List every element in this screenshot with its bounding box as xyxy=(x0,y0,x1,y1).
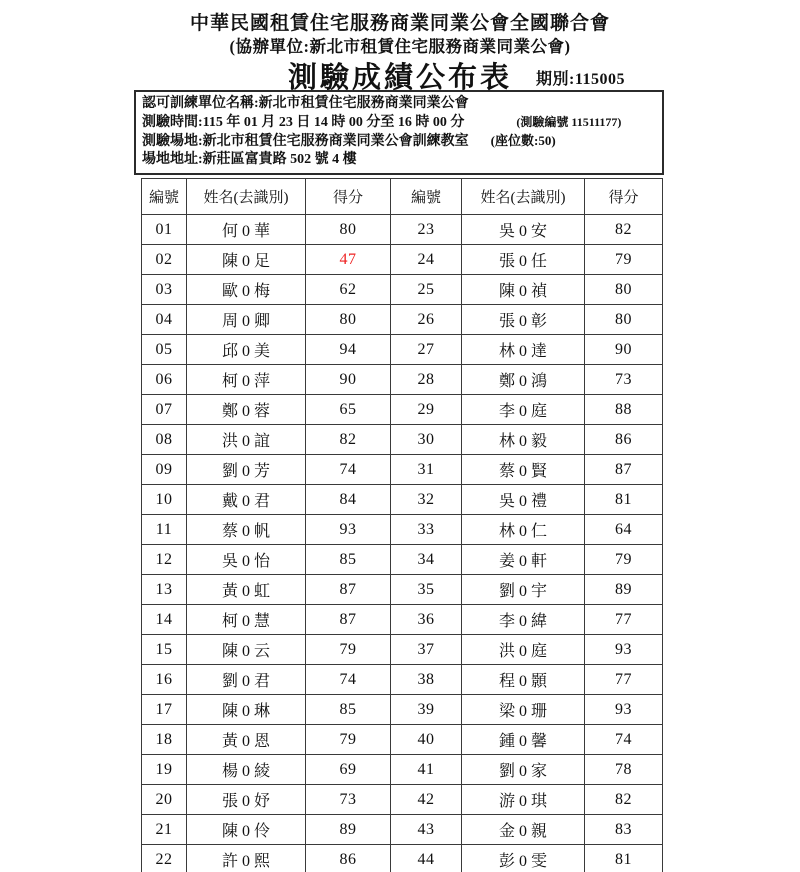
number-cell: 38 xyxy=(391,665,462,695)
number-cell: 25 xyxy=(391,275,462,305)
score-cell: 90 xyxy=(306,365,391,395)
number-cell: 23 xyxy=(391,215,462,245)
score-cell: 79 xyxy=(306,725,391,755)
name-cell: 李 0 緯 xyxy=(462,605,585,635)
table-row xyxy=(142,635,663,665)
table-row xyxy=(142,485,663,515)
name-cell: 梁 0 珊 xyxy=(462,695,585,725)
seats-note: (座位數:50) xyxy=(490,133,556,148)
document-title: 測驗成績公布表 xyxy=(287,62,512,94)
score-cell: 85 xyxy=(306,545,391,575)
table-row xyxy=(142,665,663,695)
score-cell: 80 xyxy=(585,275,663,305)
score-cell: 83 xyxy=(585,815,663,845)
name-cell: 洪 0 庭 xyxy=(462,635,585,665)
table-row xyxy=(142,785,663,815)
name-cell: 吳 0 怡 xyxy=(187,545,306,575)
number-cell: 24 xyxy=(391,245,462,275)
name-cell: 林 0 達 xyxy=(462,335,585,365)
score-cell: 80 xyxy=(585,305,663,335)
number-cell: 37 xyxy=(391,635,462,665)
co-organizer-line: (協辦單位:新北市租賃住宅服務商業同業公會) xyxy=(229,37,571,56)
table-row xyxy=(142,455,663,485)
name-cell: 林 0 毅 xyxy=(462,425,585,455)
score-cell: 81 xyxy=(585,485,663,515)
score-cell: 93 xyxy=(306,515,391,545)
table-row xyxy=(142,815,663,845)
number-cell: 01 xyxy=(142,215,187,245)
score-cell: 77 xyxy=(585,605,663,635)
name-cell: 蔡 0 帆 xyxy=(187,515,306,545)
table-row xyxy=(142,335,663,365)
number-cell: 29 xyxy=(391,395,462,425)
name-cell: 姜 0 軒 xyxy=(462,545,585,575)
name-cell: 吳 0 禮 xyxy=(462,485,585,515)
number-cell: 12 xyxy=(142,545,187,575)
number-cell: 06 xyxy=(142,365,187,395)
name-cell: 陳 0 琳 xyxy=(187,695,306,725)
name-cell: 鍾 0 馨 xyxy=(462,725,585,755)
document-title-row xyxy=(0,57,800,94)
name-cell: 陳 0 足 xyxy=(187,245,306,275)
name-cell: 黃 0 恩 xyxy=(187,725,306,755)
test-time-text: 測驗時間:115 年 01 月 23 日 14 時 00 分至 16 時 00 分 xyxy=(142,115,465,130)
number-cell: 31 xyxy=(391,455,462,485)
number-cell: 40 xyxy=(391,725,462,755)
header-name-left: 姓名(去識別) xyxy=(187,179,306,215)
number-cell: 09 xyxy=(142,455,187,485)
header-number-right: 編號 xyxy=(391,179,462,215)
name-cell: 柯 0 萍 xyxy=(187,365,306,395)
score-cell: 82 xyxy=(306,425,391,455)
score-cell: 65 xyxy=(306,395,391,425)
number-cell: 08 xyxy=(142,425,187,455)
score-cell: 87 xyxy=(306,575,391,605)
table-row xyxy=(142,275,663,305)
number-cell: 33 xyxy=(391,515,462,545)
table-row xyxy=(142,725,663,755)
venue-text: 測驗場地:新北市租賃住宅服務商業同業公會訓練教室 xyxy=(142,134,469,149)
score-cell: 79 xyxy=(585,245,663,275)
score-cell: 79 xyxy=(585,545,663,575)
number-cell: 11 xyxy=(142,515,187,545)
number-cell: 32 xyxy=(391,485,462,515)
name-cell: 陳 0 禎 xyxy=(462,275,585,305)
score-cell: 73 xyxy=(585,365,663,395)
score-cell: 89 xyxy=(306,815,391,845)
score-cell: 74 xyxy=(306,455,391,485)
number-cell: 41 xyxy=(391,755,462,785)
score-cell: 87 xyxy=(306,605,391,635)
score-cell: 90 xyxy=(585,335,663,365)
number-cell: 20 xyxy=(142,785,187,815)
score-cell: 79 xyxy=(306,635,391,665)
score-cell: 62 xyxy=(306,275,391,305)
score-cell: 73 xyxy=(306,785,391,815)
header-score-left: 得分 xyxy=(306,179,391,215)
name-cell: 鄭 0 鴻 xyxy=(462,365,585,395)
score-cell: 88 xyxy=(585,395,663,425)
name-cell: 洪 0 誼 xyxy=(187,425,306,455)
table-row xyxy=(142,515,663,545)
name-cell: 張 0 妤 xyxy=(187,785,306,815)
number-cell: 43 xyxy=(391,815,462,845)
name-cell: 劉 0 芳 xyxy=(187,455,306,485)
number-cell: 02 xyxy=(142,245,187,275)
number-cell: 07 xyxy=(142,395,187,425)
name-cell: 程 0 顥 xyxy=(462,665,585,695)
table-row xyxy=(142,755,663,785)
name-cell: 金 0 親 xyxy=(462,815,585,845)
number-cell: 44 xyxy=(391,845,462,872)
score-cell: 77 xyxy=(585,665,663,695)
training-unit-line: 認可訓練單位名稱:新北市租賃住宅服務商業同業公會 xyxy=(142,96,469,111)
name-cell: 劉 0 君 xyxy=(187,665,306,695)
score-cell: 82 xyxy=(585,785,663,815)
header-number-left: 編號 xyxy=(142,179,187,215)
name-cell: 劉 0 家 xyxy=(462,755,585,785)
score-cell: 86 xyxy=(585,425,663,455)
organization-title: 中華民國租賃住宅服務商業同業公會全國聯合會 xyxy=(189,13,610,34)
table-row xyxy=(142,395,663,425)
number-cell: 15 xyxy=(142,635,187,665)
name-cell: 鄭 0 蓉 xyxy=(187,395,306,425)
number-cell: 39 xyxy=(391,695,462,725)
header-score-right: 得分 xyxy=(585,179,663,215)
score-cell: 47 xyxy=(306,245,391,275)
score-cell: 64 xyxy=(585,515,663,545)
period-label: 期別:115005 xyxy=(536,71,625,88)
name-cell: 楊 0 綾 xyxy=(187,755,306,785)
table-row xyxy=(142,545,663,575)
score-cell: 93 xyxy=(585,695,663,725)
score-cell: 94 xyxy=(306,335,391,365)
score-cell: 84 xyxy=(306,485,391,515)
score-cell: 80 xyxy=(306,305,391,335)
name-cell: 游 0 琪 xyxy=(462,785,585,815)
number-cell: 14 xyxy=(142,605,187,635)
table-row xyxy=(142,695,663,725)
number-cell: 13 xyxy=(142,575,187,605)
table-row xyxy=(142,305,663,335)
score-cell: 74 xyxy=(306,665,391,695)
name-cell: 吳 0 安 xyxy=(462,215,585,245)
address-line: 場地地址:新莊區富貴路 502 號 4 樓 xyxy=(142,152,357,167)
name-cell: 黃 0 虹 xyxy=(187,575,306,605)
score-cell: 78 xyxy=(585,755,663,785)
number-cell: 34 xyxy=(391,545,462,575)
name-cell: 何 0 華 xyxy=(187,215,306,245)
score-cell: 93 xyxy=(585,635,663,665)
number-cell: 05 xyxy=(142,335,187,365)
name-cell: 陳 0 云 xyxy=(187,635,306,665)
number-cell: 27 xyxy=(391,335,462,365)
table-row xyxy=(142,575,663,605)
number-cell: 42 xyxy=(391,785,462,815)
table-row xyxy=(142,425,663,455)
name-cell: 劉 0 宇 xyxy=(462,575,585,605)
name-cell: 許 0 熙 xyxy=(187,845,306,872)
score-table xyxy=(141,178,663,872)
number-cell: 21 xyxy=(142,815,187,845)
name-cell: 彭 0 雯 xyxy=(462,845,585,872)
name-cell: 戴 0 君 xyxy=(187,485,306,515)
name-cell: 蔡 0 賢 xyxy=(462,455,585,485)
number-cell: 28 xyxy=(391,365,462,395)
name-cell: 周 0 卿 xyxy=(187,305,306,335)
score-cell: 81 xyxy=(585,845,663,872)
number-cell: 18 xyxy=(142,725,187,755)
number-cell: 16 xyxy=(142,665,187,695)
name-cell: 李 0 庭 xyxy=(462,395,585,425)
score-cell: 87 xyxy=(585,455,663,485)
score-cell: 82 xyxy=(585,215,663,245)
test-number-note: (測驗編號 11511177) xyxy=(516,115,622,129)
name-cell: 邱 0 美 xyxy=(187,335,306,365)
number-cell: 22 xyxy=(142,845,187,872)
score-cell: 69 xyxy=(306,755,391,785)
score-cell: 89 xyxy=(585,575,663,605)
score-cell: 80 xyxy=(306,215,391,245)
table-row xyxy=(142,605,663,635)
number-cell: 03 xyxy=(142,275,187,305)
table-row xyxy=(142,245,663,275)
score-cell: 86 xyxy=(306,845,391,872)
number-cell: 10 xyxy=(142,485,187,515)
table-row xyxy=(142,365,663,395)
name-cell: 林 0 仁 xyxy=(462,515,585,545)
name-cell: 張 0 任 xyxy=(462,245,585,275)
number-cell: 04 xyxy=(142,305,187,335)
number-cell: 26 xyxy=(391,305,462,335)
number-cell: 17 xyxy=(142,695,187,725)
test-time-line xyxy=(142,113,656,132)
number-cell: 36 xyxy=(391,605,462,635)
venue-line xyxy=(142,132,656,151)
number-cell: 35 xyxy=(391,575,462,605)
exam-info-box xyxy=(134,90,664,175)
name-cell: 歐 0 梅 xyxy=(187,275,306,305)
header-name-right: 姓名(去識別) xyxy=(462,179,585,215)
number-cell: 19 xyxy=(142,755,187,785)
name-cell: 張 0 彰 xyxy=(462,305,585,335)
name-cell: 柯 0 慧 xyxy=(187,605,306,635)
name-cell: 陳 0 伶 xyxy=(187,815,306,845)
table-header-row xyxy=(142,179,663,215)
score-cell: 85 xyxy=(306,695,391,725)
number-cell: 30 xyxy=(391,425,462,455)
table-row xyxy=(142,845,663,872)
table-row xyxy=(142,215,663,245)
score-cell: 74 xyxy=(585,725,663,755)
